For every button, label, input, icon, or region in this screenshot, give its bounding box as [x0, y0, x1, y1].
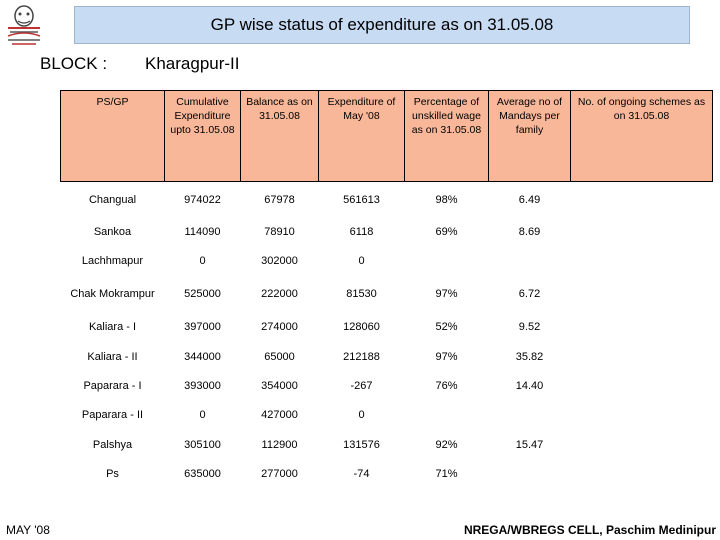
emblem-icon	[2, 4, 46, 46]
gp-name-cell: Kaliara - II	[87, 350, 138, 363]
gp-name-cell: Palshya	[92, 438, 133, 451]
gp-name-cell: Lachhmapur	[81, 254, 144, 267]
footer-date: MAY '08	[6, 523, 50, 537]
table-cell	[405, 246, 489, 276]
column-header: Percentage of unskilled wage as on 31.05.08	[405, 91, 489, 182]
table-cell: 277000	[261, 467, 298, 480]
table-cell: 128060	[343, 320, 380, 333]
table-cell	[571, 276, 713, 312]
table-cell: 15.47	[515, 438, 544, 451]
table-cell: 76%	[435, 379, 458, 392]
column-header: Cumulative Expenditure upto 31.05.08	[165, 91, 241, 182]
table-cell: 114090	[184, 225, 221, 238]
table-cell: 6.49	[518, 193, 541, 206]
column-header: No. of ongoing schemes as on 31.05.08	[571, 91, 713, 182]
table-cell	[405, 400, 489, 430]
table-cell: 344000	[184, 350, 221, 363]
table-cell	[571, 182, 713, 218]
table-cell: 97%	[435, 287, 458, 300]
table-cell: 8.69	[518, 225, 541, 238]
table-row	[61, 430, 713, 460]
table-cell: 14.40	[515, 379, 544, 392]
table-cell: 274000	[261, 320, 298, 333]
block-label: BLOCK :	[40, 54, 108, 73]
table-cell: 0	[199, 254, 206, 267]
table-row	[61, 218, 713, 246]
table-cell: 71%	[435, 467, 458, 480]
table-row	[61, 372, 713, 400]
page-title: GP wise status of expenditure as on 31.05.08	[74, 6, 690, 44]
table-cell: -267	[350, 379, 373, 392]
table-cell: 81530	[346, 287, 377, 300]
table-cell	[571, 246, 713, 276]
table-cell: 212188	[343, 350, 380, 363]
table-cell: 97%	[435, 350, 458, 363]
table-cell: -74	[353, 467, 370, 480]
footer-source: NREGA/WBREGS CELL, Paschim Medinipur	[463, 523, 716, 537]
table-cell	[571, 218, 713, 246]
table-row	[61, 276, 713, 312]
table-cell: 6.72	[518, 287, 541, 300]
table-cell: 35.82	[515, 350, 544, 363]
column-header: Balance as on 31.05.08	[241, 91, 319, 182]
table-cell	[489, 400, 571, 430]
column-header: PS/GP	[61, 91, 165, 182]
table-cell	[571, 372, 713, 400]
table-row	[61, 312, 713, 342]
block-name: Kharagpur-II	[145, 54, 240, 73]
table-cell: 974022	[184, 193, 221, 206]
table-cell: 561613	[343, 193, 380, 206]
table-cell: 635000	[184, 467, 221, 480]
gp-name-cell: Kaliara - I	[88, 320, 137, 333]
gp-name-cell: Paparara - I	[83, 379, 142, 392]
table-cell: 0	[358, 254, 365, 267]
table-cell: 0	[358, 408, 365, 421]
gp-name-cell: Ps	[106, 467, 119, 480]
table-cell: 6118	[349, 225, 374, 238]
table-row	[61, 460, 713, 488]
table-cell: 52%	[435, 320, 458, 333]
table-cell: 525000	[184, 287, 221, 300]
table-cell: 69%	[435, 225, 458, 238]
table-cell	[489, 460, 571, 488]
table-header-row	[61, 91, 713, 182]
table-row	[61, 342, 713, 372]
table-cell	[571, 312, 713, 342]
table-cell: 78910	[264, 225, 295, 238]
table-cell: 67978	[264, 193, 295, 206]
gp-name-cell: Chak Mokrampur	[70, 287, 155, 300]
table-cell: 98%	[435, 193, 458, 206]
table-cell	[571, 400, 713, 430]
gp-name-cell: Changual	[88, 193, 137, 206]
table-cell: 305100	[184, 438, 221, 451]
table-row	[61, 246, 713, 276]
table-cell: 222000	[261, 287, 298, 300]
gp-name-cell: Sankoa	[93, 225, 132, 238]
table-cell	[489, 246, 571, 276]
table-body	[61, 182, 713, 488]
table-cell: 427000	[261, 408, 298, 421]
table-cell	[571, 342, 713, 372]
table-cell: 397000	[184, 320, 221, 333]
table-cell: 112900	[261, 438, 298, 451]
expenditure-table	[60, 90, 713, 488]
table-row	[61, 400, 713, 430]
column-header: Average no of Mandays per family	[489, 91, 571, 182]
table-cell	[571, 460, 713, 488]
table-cell: 393000	[184, 379, 221, 392]
table-cell: 9.52	[518, 320, 541, 333]
table-cell: 0	[199, 408, 206, 421]
table-row	[61, 182, 713, 218]
table-cell: 92%	[435, 438, 458, 451]
table-cell: 354000	[261, 379, 298, 392]
table-cell	[571, 430, 713, 460]
table-cell: 131576	[343, 438, 380, 451]
column-header: Expenditure of May '08	[319, 91, 405, 182]
table-cell: 65000	[264, 350, 295, 363]
gp-name-cell: Paparara - II	[81, 408, 144, 421]
table-cell: 302000	[261, 254, 298, 267]
